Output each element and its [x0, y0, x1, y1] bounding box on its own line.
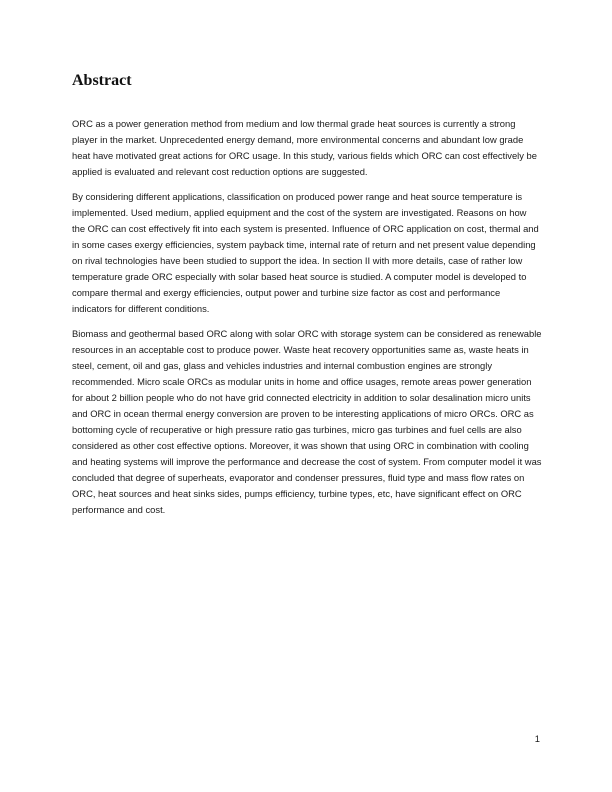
page-number: 1: [534, 733, 540, 744]
paragraph-3: Biomass and geothermal based ORC along with solar ORC with storage system can be considered as renewable resources in an acceptable cost to produce power. Waste heat recovery opportunities same as, waste heats in steel, cement, oil and gas, glass and vehicles industries and internal combustion engines are strongly recommended. Micro scale ORCs as modular units in home and office usages, remote areas power generation for about 2 billion people who do not have grid connected electricity in addition to solar desalination micro units and ORC in ocean thermal energy conversion are proven to be interesting applications of micro ORCs. ORC as bottoming cycle of recuperative or high pressure ratio gas turbines, micro gas turbines and fuel cells are also considered as other cost effective options. Moreover, it was shown that using ORC in combination with cooling and heating systems will improve the performance and decrease the cost of system. From computer model it was concluded that degree of superheats, evaporator and condenser pressures, fluid type and mass flow rates on ORC, heat sources and heat sinks sides, pumps efficiency, turbine types, etc, have significant effect on ORC performance and cost.: [72, 328, 542, 515]
paragraph-2: By considering different applications, classification on produced power range and heat source temperature is implemented. Used medium, applied equipment and the cost of the system are investigated. Reasons on how the ORC can cost effectively fit into each system is presented. Influence of ORC application on cost, thermal and in some cases exergy efficiencies, system payback time, internal rate of return and net present value depending on rival technologies have been studied to support the idea. In section II with more details, case of rather low temperature grade ORC especially with solar based heat source is studied. A computer model is developed to compare thermal and exergy efficiencies, output power and turbine size factor as cost and performance indicators for different conditions.: [72, 191, 539, 314]
section-heading: Abstract: [72, 72, 132, 89]
paragraph-1: ORC as a power generation method from medium and low thermal grade heat sources is currently a strong player in the market. Unprecedented energy demand, more environmental concerns and abundant low grade heat have motivated great actions for ORC usage. In this study, various fields which ORC can cost effectively be applied is evaluated and relevant cost reduction options are suggested.: [72, 118, 537, 177]
abstract-body: [72, 116, 542, 527]
